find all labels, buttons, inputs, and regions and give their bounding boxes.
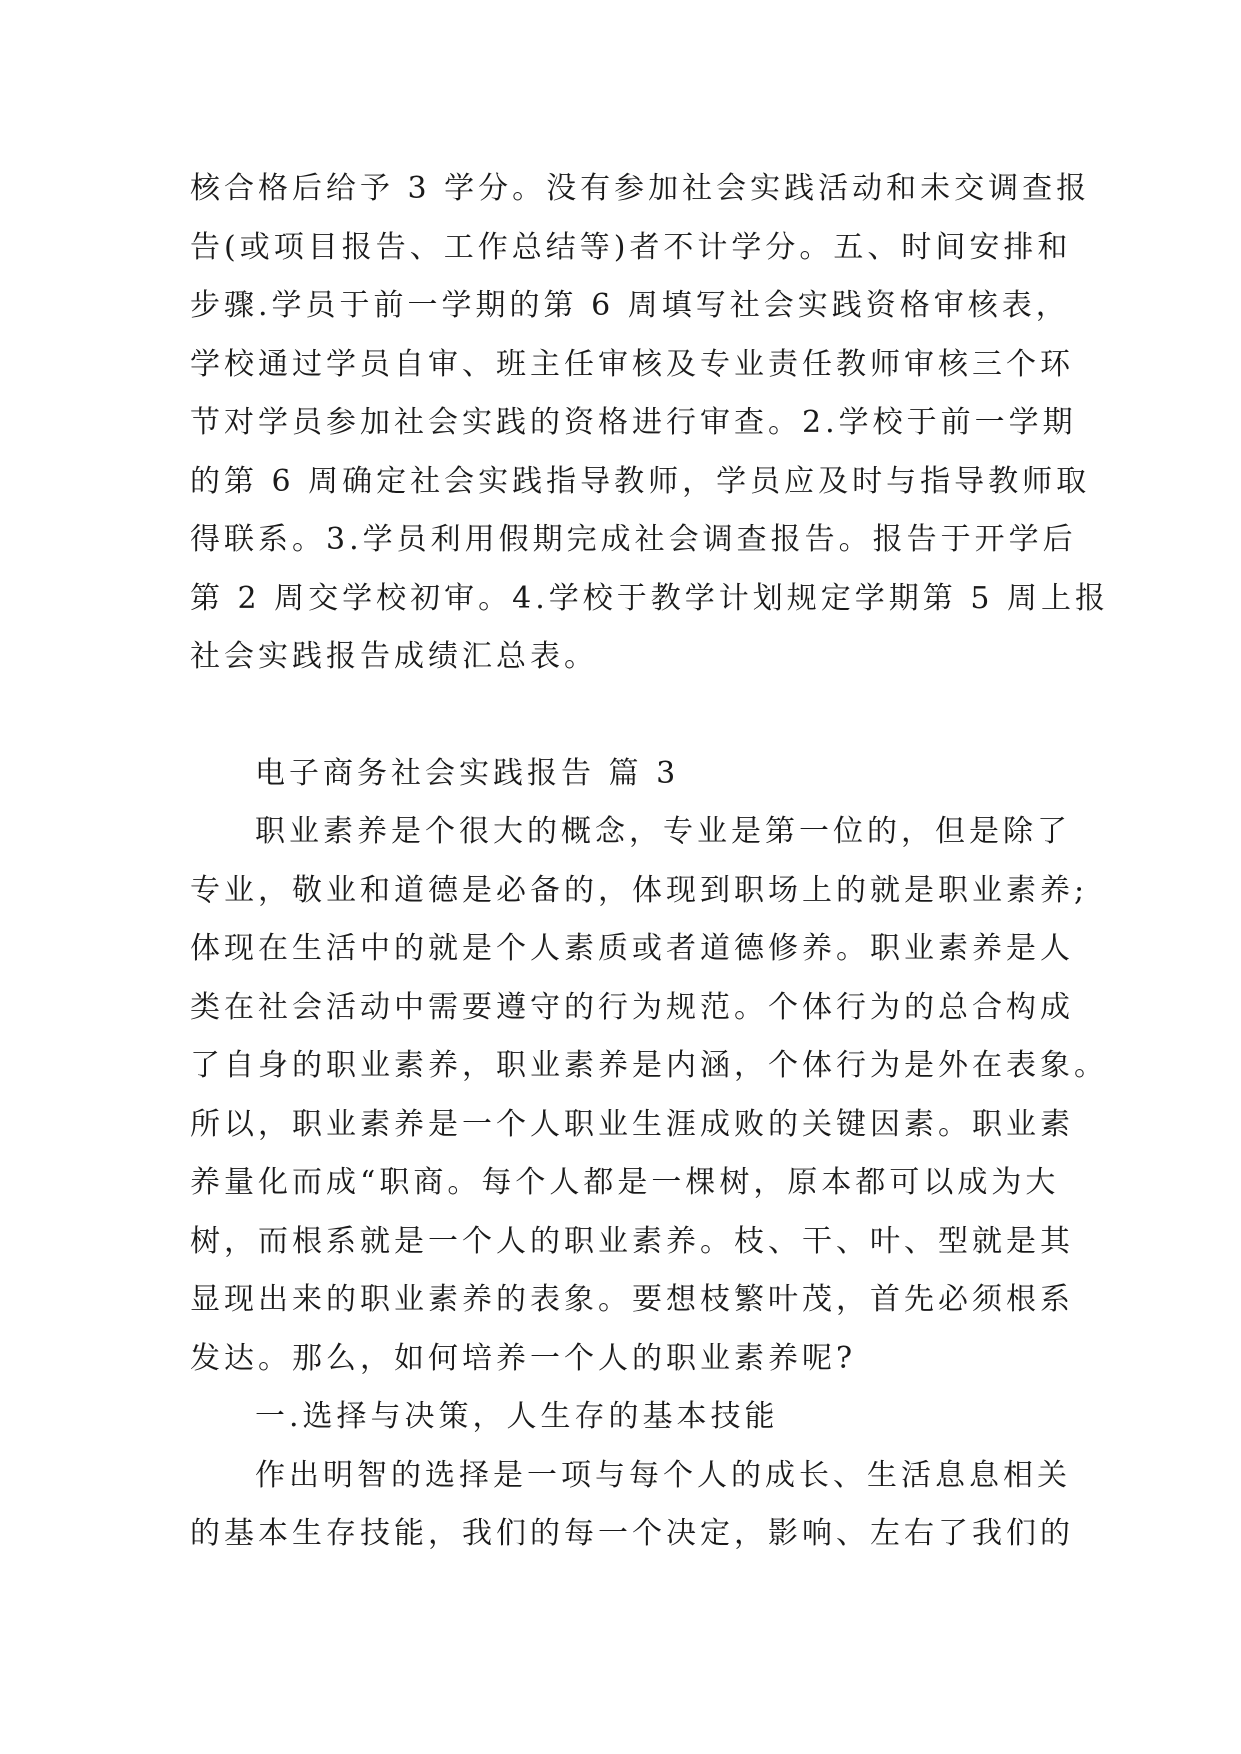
- paragraph-spacer: [190, 687, 1050, 745]
- paragraph-1: [190, 160, 1109, 687]
- text-line: 所以，职业素养是一个人职业生涯成败的关键因素。职业素: [190, 1106, 1074, 1142]
- text-line: 第 2 周交学校初审。4.学校于教学计划规定学期第 5 周上报: [190, 580, 1109, 616]
- paragraph-2: [190, 803, 1108, 1388]
- text-line: 得联系。3.学员利用假期完成社会调查报告。报告于开学后: [190, 522, 1077, 557]
- text-line: 类在社会活动中需要遵守的行为规范。个体行为的总合构成: [190, 989, 1074, 1025]
- section-title: 电子商务社会实践报告 篇 3: [255, 755, 680, 791]
- text-line: 养量化而成“职商。每个人都是一棵树，原本都可以成为大: [190, 1165, 1060, 1200]
- text-line: 学校通过学员自审、班主任审核及专业责任教师审核三个环: [190, 346, 1074, 382]
- text-line: 发达。那么，如何培养一个人的职业素养呢?: [190, 1340, 857, 1376]
- text-line: 职业素养是个很大的概念，专业是第一位的，但是除了: [255, 814, 1071, 849]
- text-line: 的第 6 周确定社会实践指导教师，学员应及时与指导教师取: [190, 463, 1091, 499]
- text-line: 社会实践报告成绩汇总表。: [190, 639, 598, 674]
- text-line: 的基本生存技能，我们的每一个决定，影响、左右了我们的: [190, 1516, 1074, 1551]
- subheading: 一.选择与决策，人生存的基本技能: [255, 1399, 779, 1434]
- text-line: 步骤.学员于前一学期的第 6 周填写社会实践资格审核表，: [190, 288, 1070, 323]
- text-line: 专业，敬业和道德是必备的，体现到职场上的就是职业素养;: [190, 872, 1089, 908]
- text-line: 作出明智的选择是一项与每个人的成长、生活息息相关: [255, 1457, 1071, 1493]
- text-line: 体现在生活中的就是个人素质或者道德修养。职业素养是人: [190, 931, 1074, 966]
- text-line: 树，而根系就是一个人的职业素养。枝、干、叶、型就是其: [190, 1223, 1074, 1259]
- paragraph-3: [190, 1447, 1074, 1564]
- text-line: 告(或项目报告、工作总结等)者不计学分。五、时间安排和: [190, 229, 1072, 265]
- text-line: 节对学员参加社会实践的资格进行审查。2.学校于前一学期: [190, 405, 1077, 440]
- text-line: 核合格后给予 3 学分。没有参加社会实践活动和未交调查报: [190, 171, 1091, 206]
- text-line: 显现出来的职业素养的表象。要想枝繁叶茂，首先必须根系: [190, 1282, 1074, 1317]
- text-line: 了自身的职业素养，职业素养是内涵，个体行为是外在表象。: [190, 1048, 1108, 1083]
- document-page: [190, 160, 1109, 1564]
